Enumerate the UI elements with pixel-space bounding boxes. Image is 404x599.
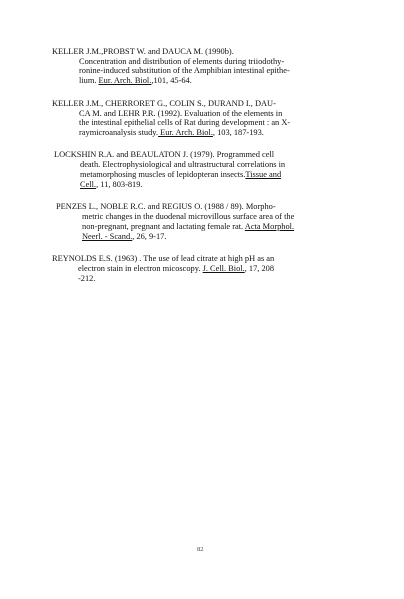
reference-text: REYNOLDS E.S. (1963) . The use of lead citrate at high pH as an bbox=[52, 254, 275, 263]
reference-text: KELLER J.M., CHERRORET G., COLIN S., DURAND I., DAU- bbox=[52, 99, 276, 108]
reference-text: PENZES L., NOBLE R.C. and REGIUS O. (1988 / 89). Morpho- bbox=[56, 202, 276, 211]
reference-text: , 17, 208 bbox=[244, 263, 275, 273]
reference-text: the intestinal epithelial cells of Rat during development : an X- bbox=[79, 118, 291, 128]
reference-line bbox=[78, 264, 274, 275]
reference-line bbox=[79, 128, 264, 139]
reference-text: -212. bbox=[78, 273, 96, 283]
reference-text: CA M. and LEHR P.R. (1992). Evaluation of the elements in bbox=[79, 108, 283, 118]
reference-text: lium. bbox=[79, 76, 99, 86]
reference-line bbox=[80, 180, 143, 191]
reference-text: metamorphosing muscles of lepidopteran insects. bbox=[80, 169, 246, 179]
journal-title: Tissue and bbox=[245, 169, 282, 179]
reference-line bbox=[78, 274, 95, 285]
journal-title: Neerl. - Scand. bbox=[82, 231, 133, 241]
reference-text: KELLER J.M.,PROBST W. and DAUCA M. (1990b). bbox=[52, 47, 234, 56]
reference-line bbox=[82, 232, 166, 243]
journal-title: Cell. bbox=[80, 179, 97, 189]
journal-title: Acta Morphol. bbox=[244, 221, 295, 231]
reference-text: , 26, 9-17. bbox=[132, 231, 167, 241]
reference-text: , 11, 803-819. bbox=[96, 179, 143, 189]
journal-title: J. Cell. Biol. bbox=[202, 263, 245, 273]
journal-title: Eur. Arch. Biol. bbox=[98, 76, 152, 86]
reference-line bbox=[79, 76, 192, 87]
reference-text: electron stain in electron micoscopy. bbox=[78, 263, 203, 273]
reference-text: ,101, 45-64. bbox=[151, 76, 192, 86]
reference-text: metric changes in the duodenal microvillous surface area of the bbox=[82, 211, 295, 221]
reference-text: Concentration and distribution of elements during triiodothy- bbox=[79, 56, 285, 66]
page-number: 82 bbox=[197, 546, 204, 553]
journal-title: Eur. Arch. Biol. bbox=[158, 128, 213, 138]
reference-text: non-pregnant, pregnant and lactating female rat. bbox=[82, 221, 245, 231]
reference-text: ronine-induced substitution of the Amphibian intestinal epithe- bbox=[79, 66, 290, 76]
reference-text: death. Electrophysiological and ultrastructural correlations in bbox=[80, 159, 286, 169]
reference-text: LOCKSHIN R.A. and BEAULATON J. (1979). Programmed cell bbox=[54, 150, 275, 159]
reference-text: raymicroanalysis study. bbox=[79, 128, 159, 138]
reference-text: , 103, 187-193. bbox=[212, 128, 264, 138]
